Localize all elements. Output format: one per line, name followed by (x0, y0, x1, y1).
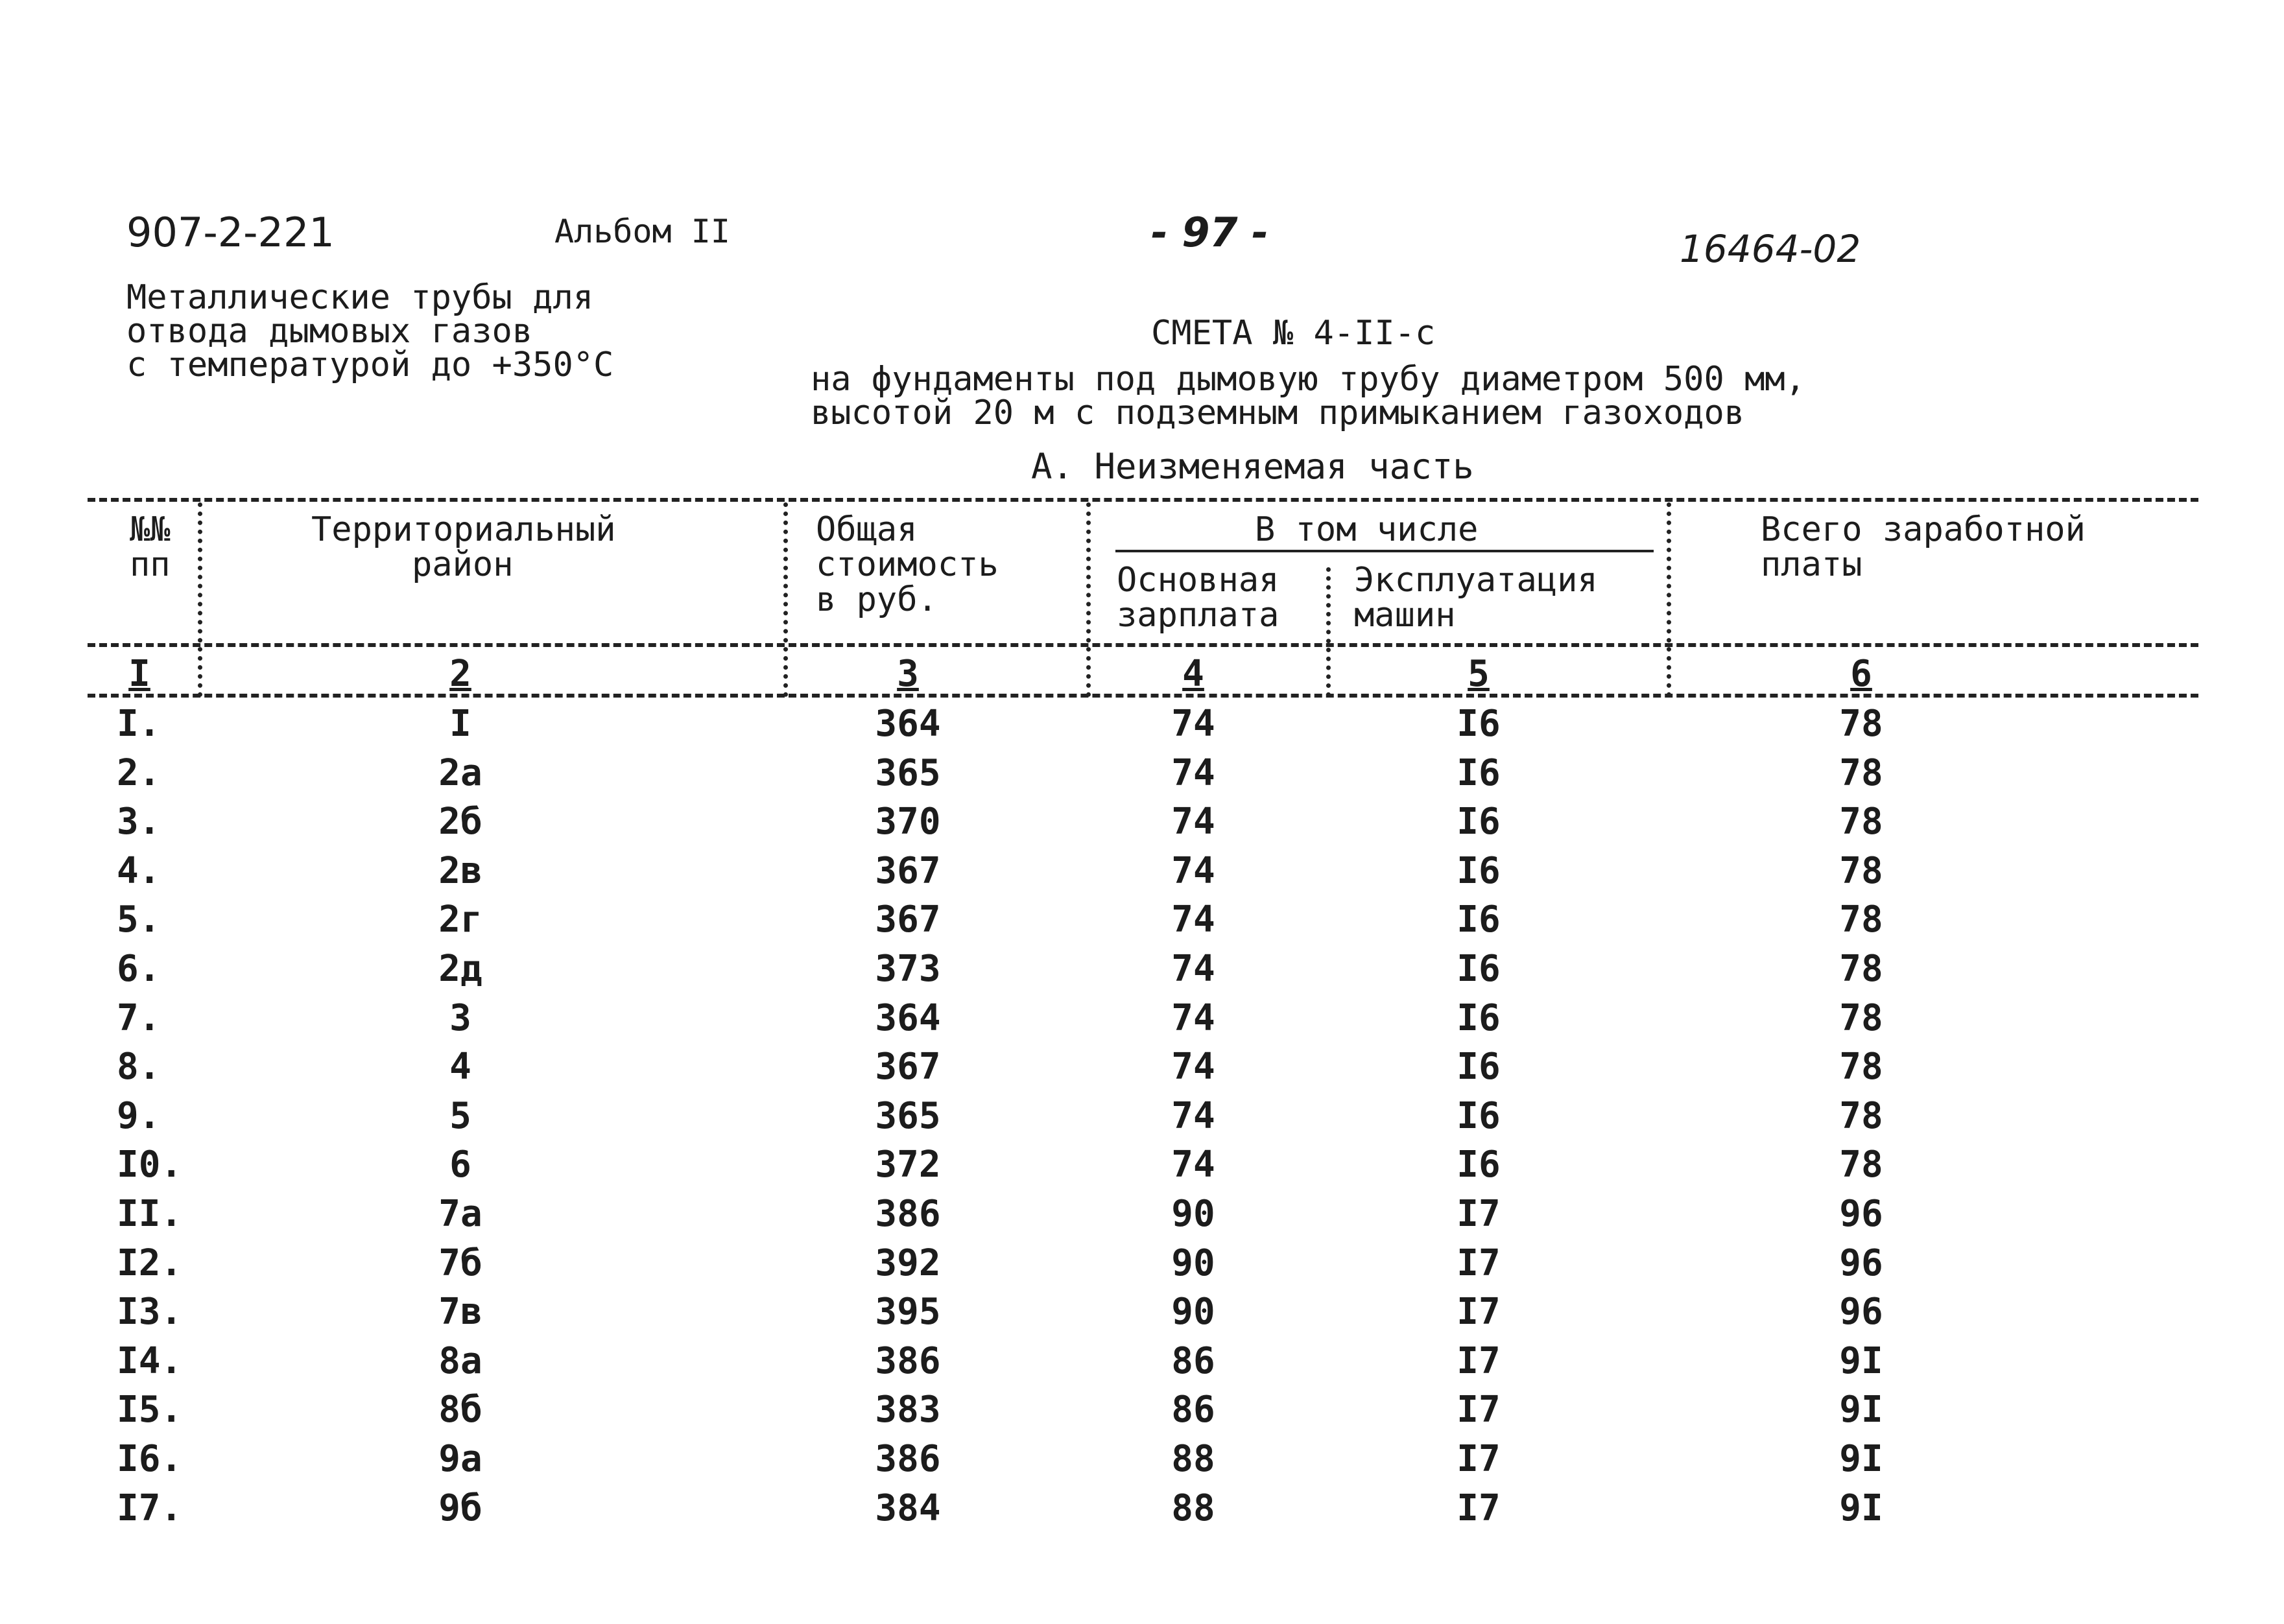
machine-operation: I6 (1457, 703, 1501, 745)
subject-line-1: Металлические трубы для (126, 278, 594, 317)
row-number: 3. (117, 801, 161, 843)
territorial-region: 2г (438, 899, 482, 941)
total-wages: 96 (1839, 1242, 1883, 1284)
territorial-region: 4 (449, 1046, 471, 1089)
col1-header-2: пп (130, 545, 171, 584)
total-wages: 78 (1839, 996, 1883, 1039)
total-cost: 386 (875, 1438, 941, 1480)
base-salary: 88 (1171, 1487, 1215, 1529)
document-code: 907-2-221 (126, 209, 335, 256)
territorial-region: 8б (438, 1389, 482, 1431)
table-top-rule (88, 498, 2198, 502)
col3-header-3: в руб. (816, 580, 938, 619)
base-salary: 90 (1171, 1291, 1215, 1334)
territorial-region: 3 (449, 996, 471, 1039)
col6-header-2: платы (1761, 545, 1862, 584)
row-number: I. (117, 703, 161, 745)
total-cost: 365 (875, 751, 941, 794)
header-bottom-rule (88, 643, 2198, 647)
row-number: I0. (117, 1144, 183, 1186)
row-number: I6. (117, 1438, 183, 1480)
separator-3 (1086, 502, 1091, 697)
total-wages: 78 (1839, 1144, 1883, 1186)
col2-header-1: Территориальный (311, 510, 616, 549)
album-label: Альбом II (554, 213, 730, 250)
total-cost: 364 (875, 996, 941, 1039)
total-wages: 96 (1839, 1291, 1883, 1334)
total-wages: 78 (1839, 1046, 1883, 1089)
base-salary: 74 (1171, 801, 1215, 843)
col5-header-1: Эксплуатация (1354, 561, 1598, 600)
total-wages: 78 (1839, 849, 1883, 892)
row-number: 7. (117, 996, 161, 1039)
separator-5 (1667, 502, 1671, 697)
base-salary: 74 (1171, 899, 1215, 941)
row-number: I4. (117, 1339, 183, 1382)
base-salary: 86 (1171, 1339, 1215, 1382)
total-cost: 372 (875, 1144, 941, 1186)
machine-operation: I6 (1457, 801, 1501, 843)
total-cost: 386 (875, 1193, 941, 1235)
total-wages: 9I (1839, 1339, 1883, 1382)
total-cost: 370 (875, 801, 941, 843)
base-salary: 74 (1171, 1046, 1215, 1089)
machine-operation: I7 (1457, 1438, 1501, 1480)
subject-line-3: с температурой до +350°С (126, 346, 614, 384)
col4-header-2: зарплата (1117, 596, 1279, 635)
machine-operation: I6 (1457, 1144, 1501, 1186)
base-salary: 88 (1171, 1438, 1215, 1480)
territorial-region: 9а (438, 1438, 482, 1480)
total-wages: 78 (1839, 948, 1883, 990)
machine-operation: I7 (1457, 1242, 1501, 1284)
colnum-2: 2 (449, 653, 471, 695)
base-salary: 74 (1171, 996, 1215, 1039)
total-wages: 96 (1839, 1193, 1883, 1235)
row-number: I3. (117, 1291, 183, 1334)
smeta-title: СМЕТА № 4-II-с (1151, 314, 1436, 353)
row-number: 2. (117, 751, 161, 794)
machine-operation: I6 (1457, 996, 1501, 1039)
base-salary: 74 (1171, 849, 1215, 892)
separator-1 (198, 502, 202, 697)
col5-header-2: машин (1354, 596, 1456, 635)
base-salary: 74 (1171, 703, 1215, 745)
base-salary: 74 (1171, 948, 1215, 990)
total-cost: 395 (875, 1291, 941, 1334)
col3-header-2: стоимость (816, 545, 999, 584)
handwritten-code: 16464-02 (1680, 227, 1861, 271)
territorial-region: 2б (438, 801, 482, 843)
group-underline (1115, 550, 1654, 552)
total-cost: 367 (875, 899, 941, 941)
machine-operation: I6 (1457, 1094, 1501, 1137)
territorial-region: 6 (449, 1144, 471, 1186)
row-number: 9. (117, 1094, 161, 1137)
colnum-4: 4 (1182, 653, 1204, 695)
total-wages: 78 (1839, 751, 1883, 794)
territorial-region: 5 (449, 1094, 471, 1137)
territorial-region: 2в (438, 849, 482, 892)
territorial-region: 7б (438, 1242, 482, 1284)
row-number: 6. (117, 948, 161, 990)
row-number: 5. (117, 899, 161, 941)
territorial-region: 2а (438, 751, 482, 794)
total-wages: 9I (1839, 1389, 1883, 1431)
machine-operation: I7 (1457, 1193, 1501, 1235)
total-wages: 78 (1839, 1094, 1883, 1137)
territorial-region: 8а (438, 1339, 482, 1382)
machine-operation: I6 (1457, 849, 1501, 892)
section-title: А. Неизменяемая часть (1031, 446, 1474, 487)
row-number: I5. (117, 1389, 183, 1431)
row-number: II. (117, 1193, 183, 1235)
colnum-6: 6 (1850, 653, 1872, 695)
base-salary: 74 (1171, 751, 1215, 794)
base-salary: 74 (1171, 1144, 1215, 1186)
separator-4 (1326, 567, 1331, 697)
total-cost: 383 (875, 1389, 941, 1431)
machine-operation: I7 (1457, 1291, 1501, 1334)
territorial-region: I (449, 703, 471, 745)
base-salary: 90 (1171, 1193, 1215, 1235)
territorial-region: 7в (438, 1291, 482, 1334)
col1-header-1: №№ (130, 510, 171, 549)
machine-operation: I6 (1457, 948, 1501, 990)
row-number: I7. (117, 1487, 183, 1529)
colnum-5: 5 (1468, 653, 1490, 695)
total-cost: 384 (875, 1487, 941, 1529)
separator-2 (783, 502, 788, 697)
machine-operation: I6 (1457, 751, 1501, 794)
territorial-region: 7а (438, 1193, 482, 1235)
machine-operation: I7 (1457, 1339, 1501, 1382)
subject-line-2: отвода дымовых газов (126, 312, 533, 351)
machine-operation: I6 (1457, 1046, 1501, 1089)
row-number: 4. (117, 849, 161, 892)
total-cost: 365 (875, 1094, 941, 1137)
title-line-1: на фундаменты под дымовую трубу диаметром 500 мм, (811, 360, 1806, 399)
col6-header-1: Всего заработной (1761, 510, 2086, 549)
machine-operation: I7 (1457, 1487, 1501, 1529)
row-number: I2. (117, 1242, 183, 1284)
colnum-3: 3 (897, 653, 919, 695)
group-header: В том числе (1255, 510, 1479, 549)
total-cost: 392 (875, 1242, 941, 1284)
total-wages: 9I (1839, 1438, 1883, 1480)
col2-header-2: район (412, 545, 514, 584)
machine-operation: I7 (1457, 1389, 1501, 1431)
total-wages: 9I (1839, 1487, 1883, 1529)
row-number: 8. (117, 1046, 161, 1089)
title-line-2: высотой 20 м с подземным примыканием газоходов (811, 394, 1745, 432)
territorial-region: 9б (438, 1487, 482, 1529)
total-cost: 364 (875, 703, 941, 745)
territorial-region: 2д (438, 948, 482, 990)
total-cost: 367 (875, 849, 941, 892)
col3-header-1: Общая (816, 510, 918, 549)
base-salary: 90 (1171, 1242, 1215, 1284)
total-cost: 373 (875, 948, 941, 990)
total-cost: 367 (875, 1046, 941, 1089)
total-wages: 78 (1839, 703, 1883, 745)
base-salary: 74 (1171, 1094, 1215, 1137)
total-cost: 386 (875, 1339, 941, 1382)
colnum-1: I (128, 653, 150, 695)
machine-operation: I6 (1457, 899, 1501, 941)
base-salary: 86 (1171, 1389, 1215, 1431)
total-wages: 78 (1839, 801, 1883, 843)
page-number: - 97 - (1151, 209, 1268, 256)
col4-header-1: Основная (1117, 561, 1279, 600)
total-wages: 78 (1839, 899, 1883, 941)
